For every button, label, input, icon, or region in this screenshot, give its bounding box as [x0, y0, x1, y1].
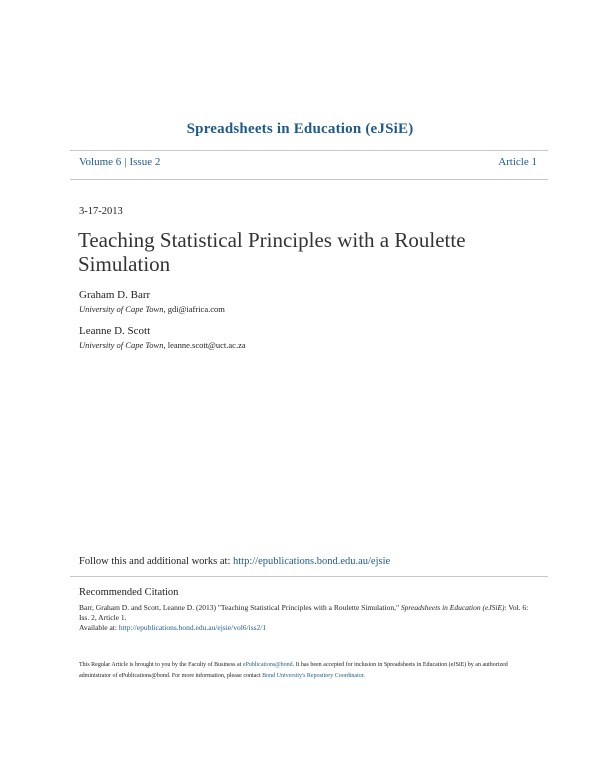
author-name: Leanne D. Scott — [79, 325, 151, 337]
author-email: , leanne.scott@uct.ac.za — [163, 340, 246, 350]
volume-link[interactable]: Volume 6 — [79, 156, 122, 168]
follow-text: Follow this and additional works at: — [79, 556, 233, 567]
citation-divider — [70, 576, 548, 577]
repository-coordinator-link[interactable]: Bond University's Repository Coordinator — [262, 673, 364, 679]
volume-issue-separator: | — [124, 156, 127, 168]
author-affiliation — [79, 304, 225, 314]
top-divider — [70, 150, 548, 151]
publication-date: 3-17-2013 — [79, 206, 123, 217]
author-block — [79, 289, 225, 314]
affiliation-name: University of Cape Town — [79, 304, 164, 314]
citation-link[interactable]: http://epublications.bond.edu.au/ejsie/vol6/iss2/1 — [118, 623, 267, 632]
author-block — [79, 325, 246, 350]
volume-issue-line — [79, 156, 160, 168]
citation-volume: : Vol. 6: Iss. 2, Article 1. — [79, 603, 529, 622]
citation-heading: Recommended Citation — [79, 587, 179, 598]
epublications-link[interactable]: ePublications@bond — [242, 662, 293, 668]
paper-title: Teaching Statistical Principles with a Roulette Simulation — [78, 228, 466, 276]
affiliation-name: University of Cape Town — [79, 340, 164, 350]
article-link[interactable]: Article 1 — [498, 156, 537, 168]
follow-link[interactable]: http://epublications.bond.edu.au/ejsie — [233, 556, 391, 567]
follow-line — [79, 556, 390, 567]
footer-text-2: . It has been accepted for inclusion in Spreadsheets in Education (eJSiE) by an authorized administrator of ePublications@bond. For more information, please contact — [79, 662, 508, 679]
author-name: Graham D. Barr — [79, 289, 151, 301]
citation-text: Barr, Graham D. and Scott, Leanne D. (2013) "Teaching Statistical Principles with a Roulette Simulation," — [79, 603, 401, 612]
header-bottom-divider — [70, 179, 548, 180]
citation-journal: Spreadsheets in Education (eJSiE) — [400, 603, 505, 612]
journal-title[interactable]: Spreadsheets in Education (eJSiE) — [186, 121, 414, 137]
available-label: Available at: — [79, 623, 119, 632]
author-affiliation — [79, 340, 246, 350]
citation-body — [79, 603, 539, 633]
footer-note — [79, 660, 519, 682]
footer-text-3: . — [363, 673, 365, 679]
issue-link[interactable]: Issue 2 — [129, 156, 161, 168]
author-email: , gdi@iafrica.com — [163, 304, 225, 314]
footer-text-1: This Regular Article is brought to you by the Faculty of Business at — [79, 662, 243, 668]
